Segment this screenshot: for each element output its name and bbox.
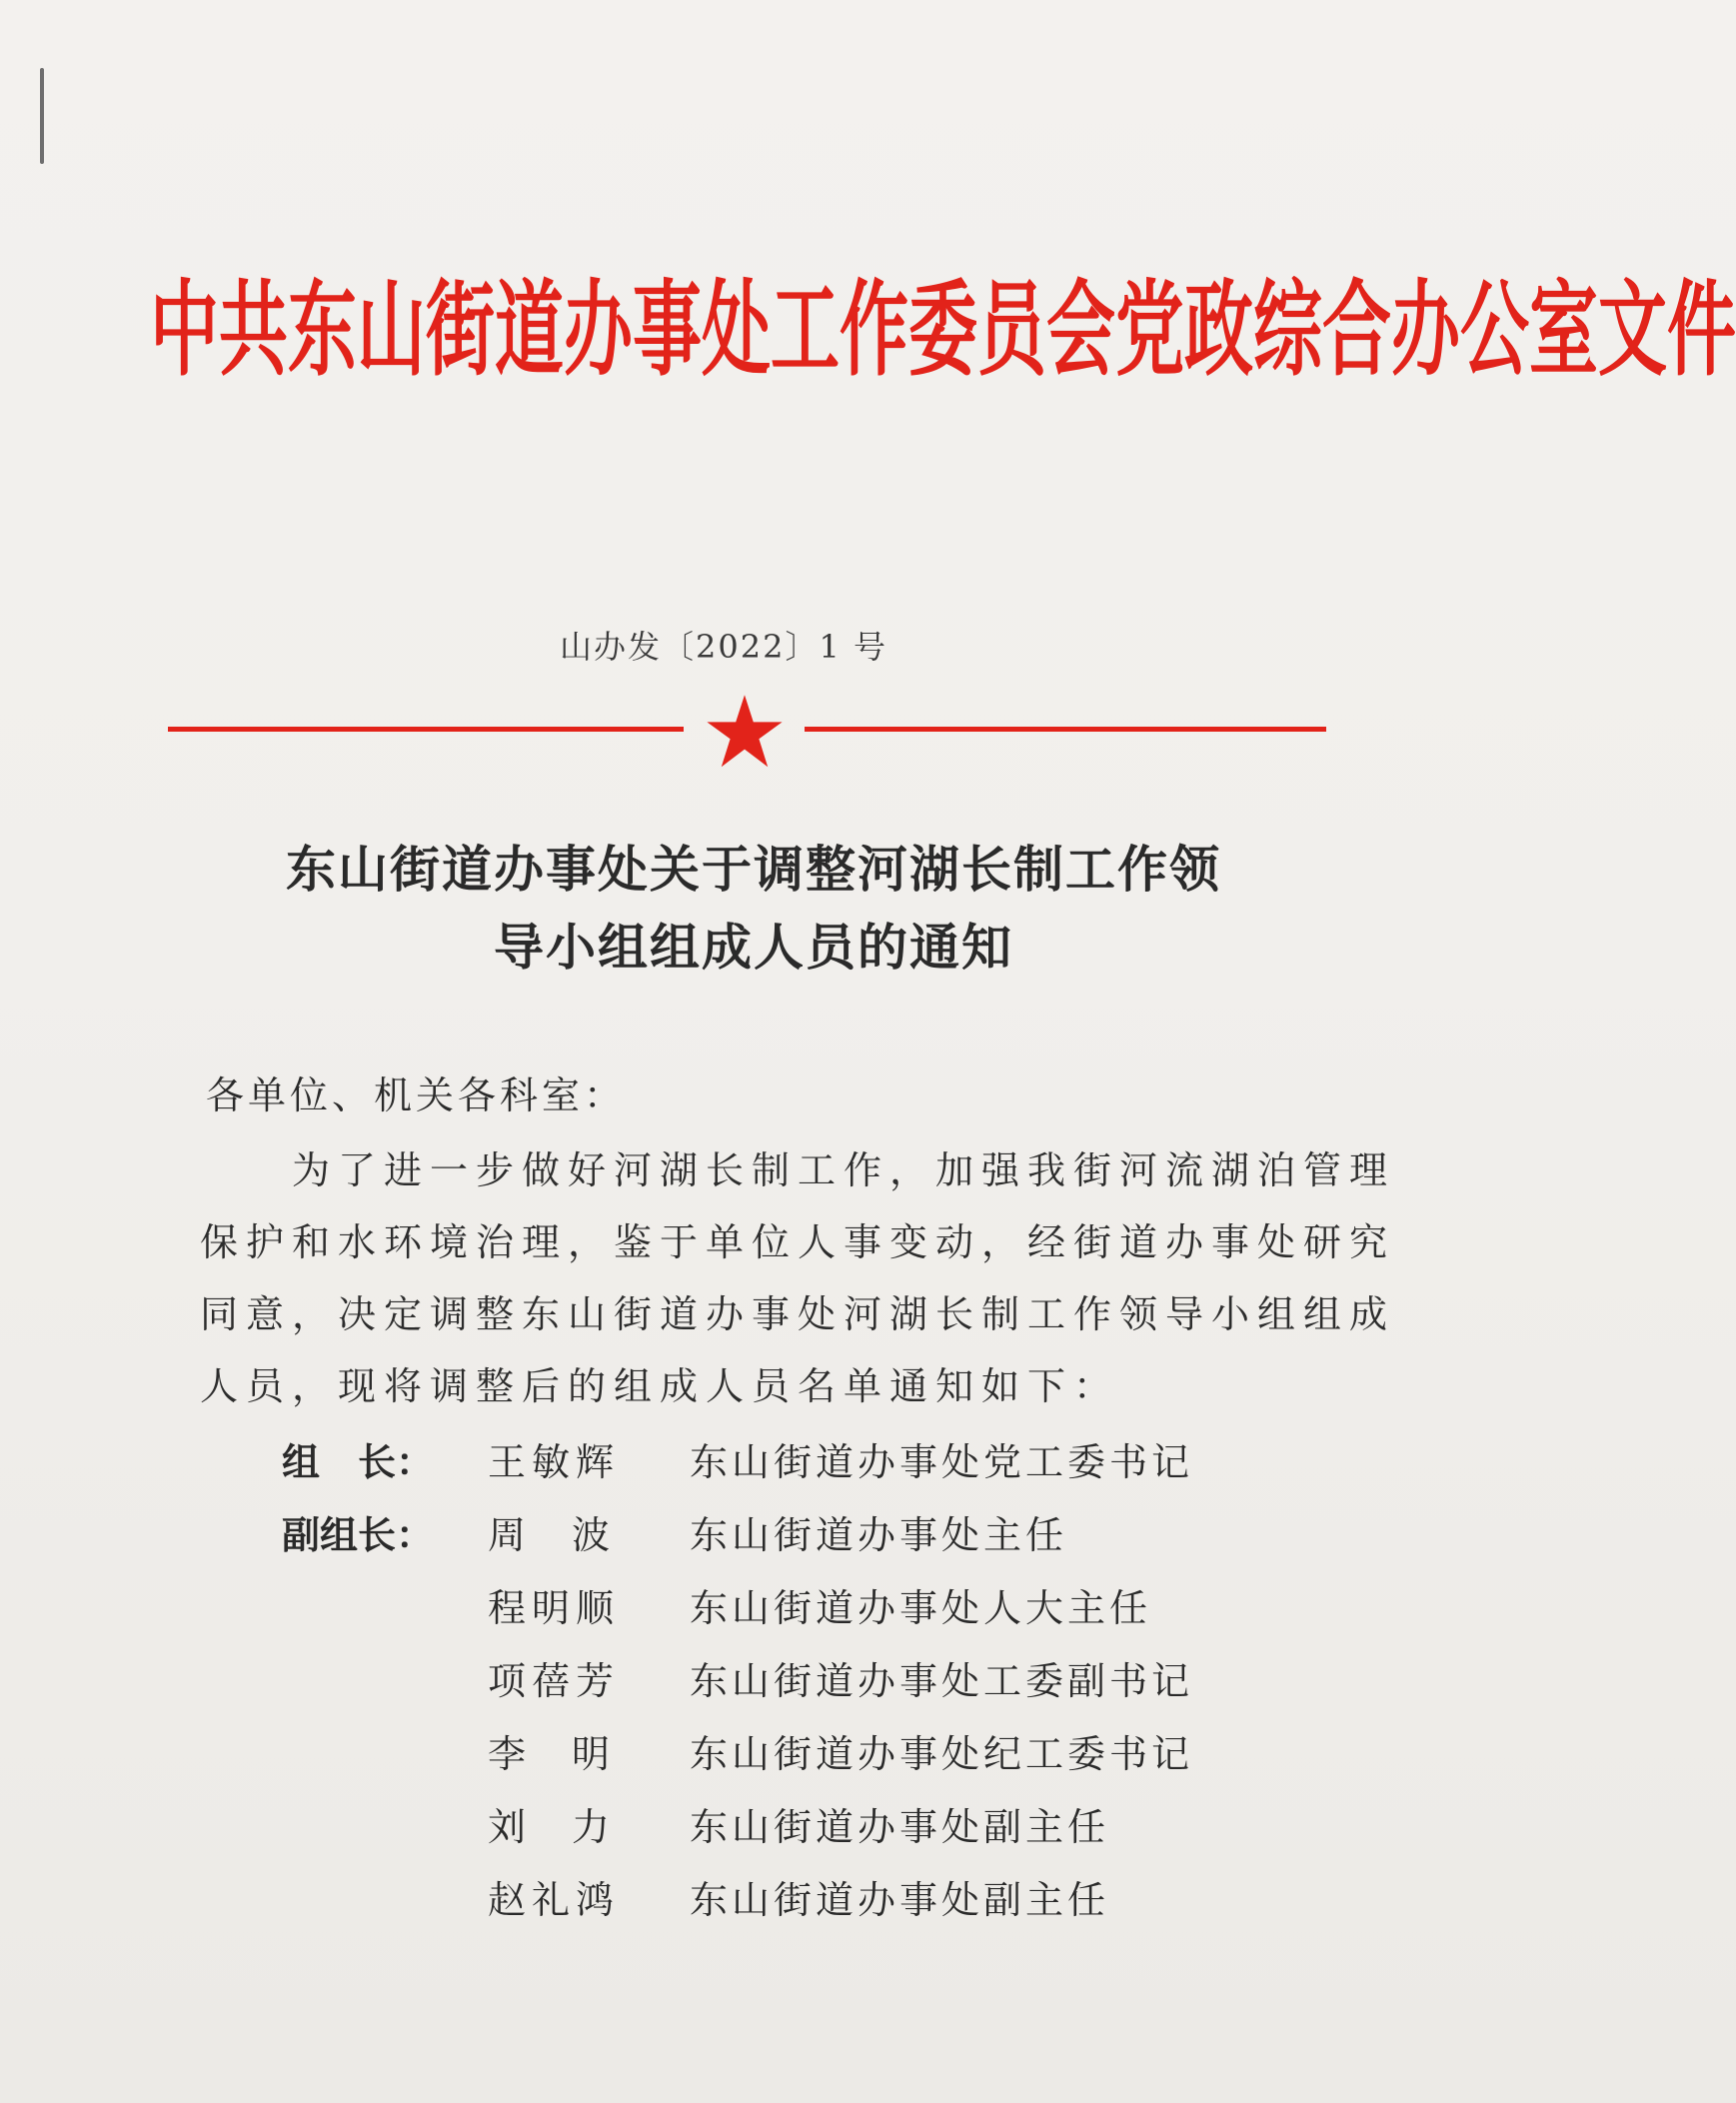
salutation: 各单位、机关各科室： [206, 1073, 627, 1117]
member-position: 东山街道办事处人大主任 [690, 1586, 1152, 1630]
member-name: 周波 [488, 1513, 657, 1557]
member-role-leader: 组 长： [282, 1439, 435, 1484]
member-name: 程明顺 [488, 1586, 621, 1630]
member-position: 东山街道办事处纪工委书记 [690, 1732, 1194, 1776]
member-position: 东山街道办事处副主任 [690, 1805, 1110, 1849]
member-position: 东山街道办事处副主任 [690, 1878, 1110, 1922]
body-paragraph-line: 保护和水环境治理，鉴于单位人事变动，经街道办事处研究 [200, 1220, 1396, 1264]
member-position: 东山街道办事处工委副书记 [690, 1659, 1194, 1703]
notice-title-line-1: 东山街道办事处关于调整河湖长制工作领 [286, 840, 1221, 899]
member-name: 李明 [488, 1732, 657, 1776]
binding-mark [40, 68, 44, 164]
header-rule-right [805, 727, 1326, 732]
member-position: 东山街道办事处党工委书记 [690, 1440, 1194, 1484]
document-header-title: 中共东山街道办事处工作委员会党政综合办公室文件 [150, 271, 1736, 391]
body-paragraph-line: 人员，现将调整后的组成人员名单通知如下： [200, 1364, 1120, 1408]
body-paragraph-line: 为了进一步做好河湖长制工作，加强我街河流湖泊管理 [292, 1148, 1396, 1192]
member-name: 王敏辉 [488, 1440, 621, 1484]
member-name: 赵礼鸿 [488, 1878, 621, 1922]
header-rule-left [168, 727, 684, 732]
body-paragraph-line: 同意，决定调整东山街道办事处河湖长制工作领导小组组成 [200, 1292, 1396, 1336]
notice-title-line-2: 导小组组成人员的通知 [494, 918, 1013, 977]
member-name: 刘力 [488, 1805, 657, 1849]
member-name: 项蓓芳 [488, 1659, 621, 1703]
document-number: 山办发〔2022〕1 号 [560, 628, 887, 666]
member-role-deputy: 副组长： [282, 1512, 435, 1557]
member-position: 东山街道办事处主任 [690, 1513, 1068, 1557]
red-star-icon [705, 692, 785, 772]
